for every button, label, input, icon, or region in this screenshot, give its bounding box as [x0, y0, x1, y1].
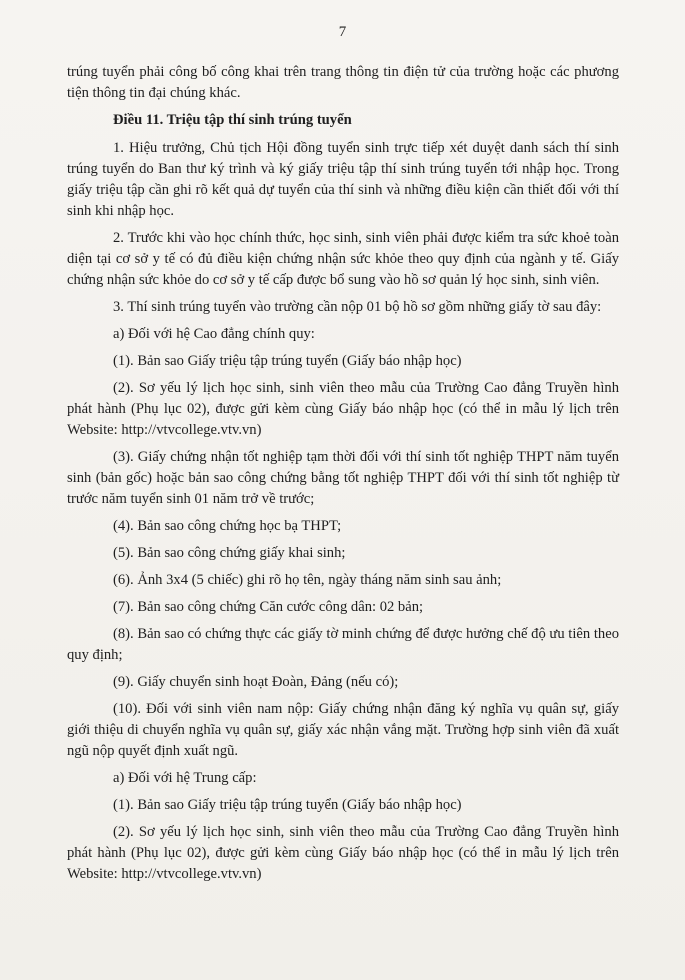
paragraph: 2. Trước khi vào học chính thức, học sinh, sinh viên phải được kiểm tra sức khoẻ toàn diện tại cơ sở y tế có đủ điều kiện chứng nhận sức khỏe theo quy định của ngành y tế. Giấy chứng nhận sức khỏe do cơ sở y tế cấp được bổ sung vào hồ sơ quản lý học sinh, sinh viên. — [67, 230, 619, 288]
paragraph: trúng tuyển phải công bố công khai trên trang thông tin điện tử của trường hoặc các phương tiện thông tin đại chúng khác. — [67, 64, 619, 101]
list-item: (6). Ảnh 3x4 (5 chiếc) ghi rõ họ tên, ngày tháng năm sinh sau ảnh; — [113, 572, 502, 588]
list-item: (5). Bản sao công chứng giấy khai sinh; — [113, 545, 346, 561]
document-body — [67, 62, 619, 891]
paragraph: 3. Thí sinh trúng tuyển vào trường cần nộp 01 bộ hồ sơ gồm những giấy tờ sau đây: — [113, 299, 602, 315]
list-item: (3). Giấy chứng nhận tốt nghiệp tạm thời đối với thí sinh tốt nghiệp THPT năm tuyển sinh (bản gốc) hoặc bản sao công chứng bằng tốt nghiệp THPT đối với thí sinh tốt nghiệp từ trước năm tuyển sinh 01 năm trở về trước; — [67, 449, 619, 507]
list-item: (1). Bản sao Giấy triệu tập trúng tuyển (Giấy báo nhập học) — [113, 353, 462, 369]
section-heading: Điều 11. Triệu tập thí sinh trúng tuyển — [113, 112, 352, 128]
list-item: (7). Bản sao công chứng Căn cước công dân: 02 bản; — [113, 599, 424, 615]
list-item: (1). Bản sao Giấy triệu tập trúng tuyển (Giấy báo nhập học) — [113, 797, 462, 813]
list-subheading: a) Đối với hệ Trung cấp: — [113, 770, 257, 786]
list-item: (10). Đối với sinh viên nam nộp: Giấy chứng nhận đăng ký nghĩa vụ quân sự, giấy giới thiệu di chuyển nghĩa vụ quân sự, giấy xác nhận vắng mặt. Trường hợp sinh viên đã xuất ngũ nộp quyết định xuất ngũ. — [67, 701, 619, 759]
list-item: (8). Bản sao có chứng thực các giấy tờ minh chứng để được hưởng chế độ ưu tiên theo quy định; — [67, 626, 619, 663]
list-item: (2). Sơ yếu lý lịch học sinh, sinh viên theo mẫu của Trường Cao đẳng Truyền hình phát hành (Phụ lục 02), được gửi kèm cùng Giấy báo nhập học (có thể in mẫu lý lịch trên Website: http://vtvcollege.vtv.vn) — [67, 380, 619, 438]
list-item: (2). Sơ yếu lý lịch học sinh, sinh viên theo mẫu của Trường Cao đẳng Truyền hình phát hành (Phụ lục 02), được gửi kèm cùng Giấy báo nhập học (có thể in mẫu lý lịch trên Website: http://vtvcollege.vtv.vn) — [67, 824, 619, 882]
list-item: (4). Bản sao công chứng học bạ THPT; — [113, 518, 342, 534]
list-subheading: a) Đối với hệ Cao đẳng chính quy: — [113, 326, 315, 342]
list-item: (9). Giấy chuyển sinh hoạt Đoàn, Đảng (nếu có); — [113, 674, 399, 690]
page-number: 7 — [338, 24, 347, 40]
paragraph: 1. Hiệu trưởng, Chủ tịch Hội đồng tuyển sinh trực tiếp xét duyệt danh sách thí sinh trúng tuyển do Ban thư ký trình và ký giấy triệu tập thí sinh trúng tuyển tới nhập học. Trong giấy triệu tập cần ghi rõ kết quả dự tuyển của thí sinh và những điều kiện cần thiết đối với thí sinh khi nhập học. — [67, 140, 619, 219]
